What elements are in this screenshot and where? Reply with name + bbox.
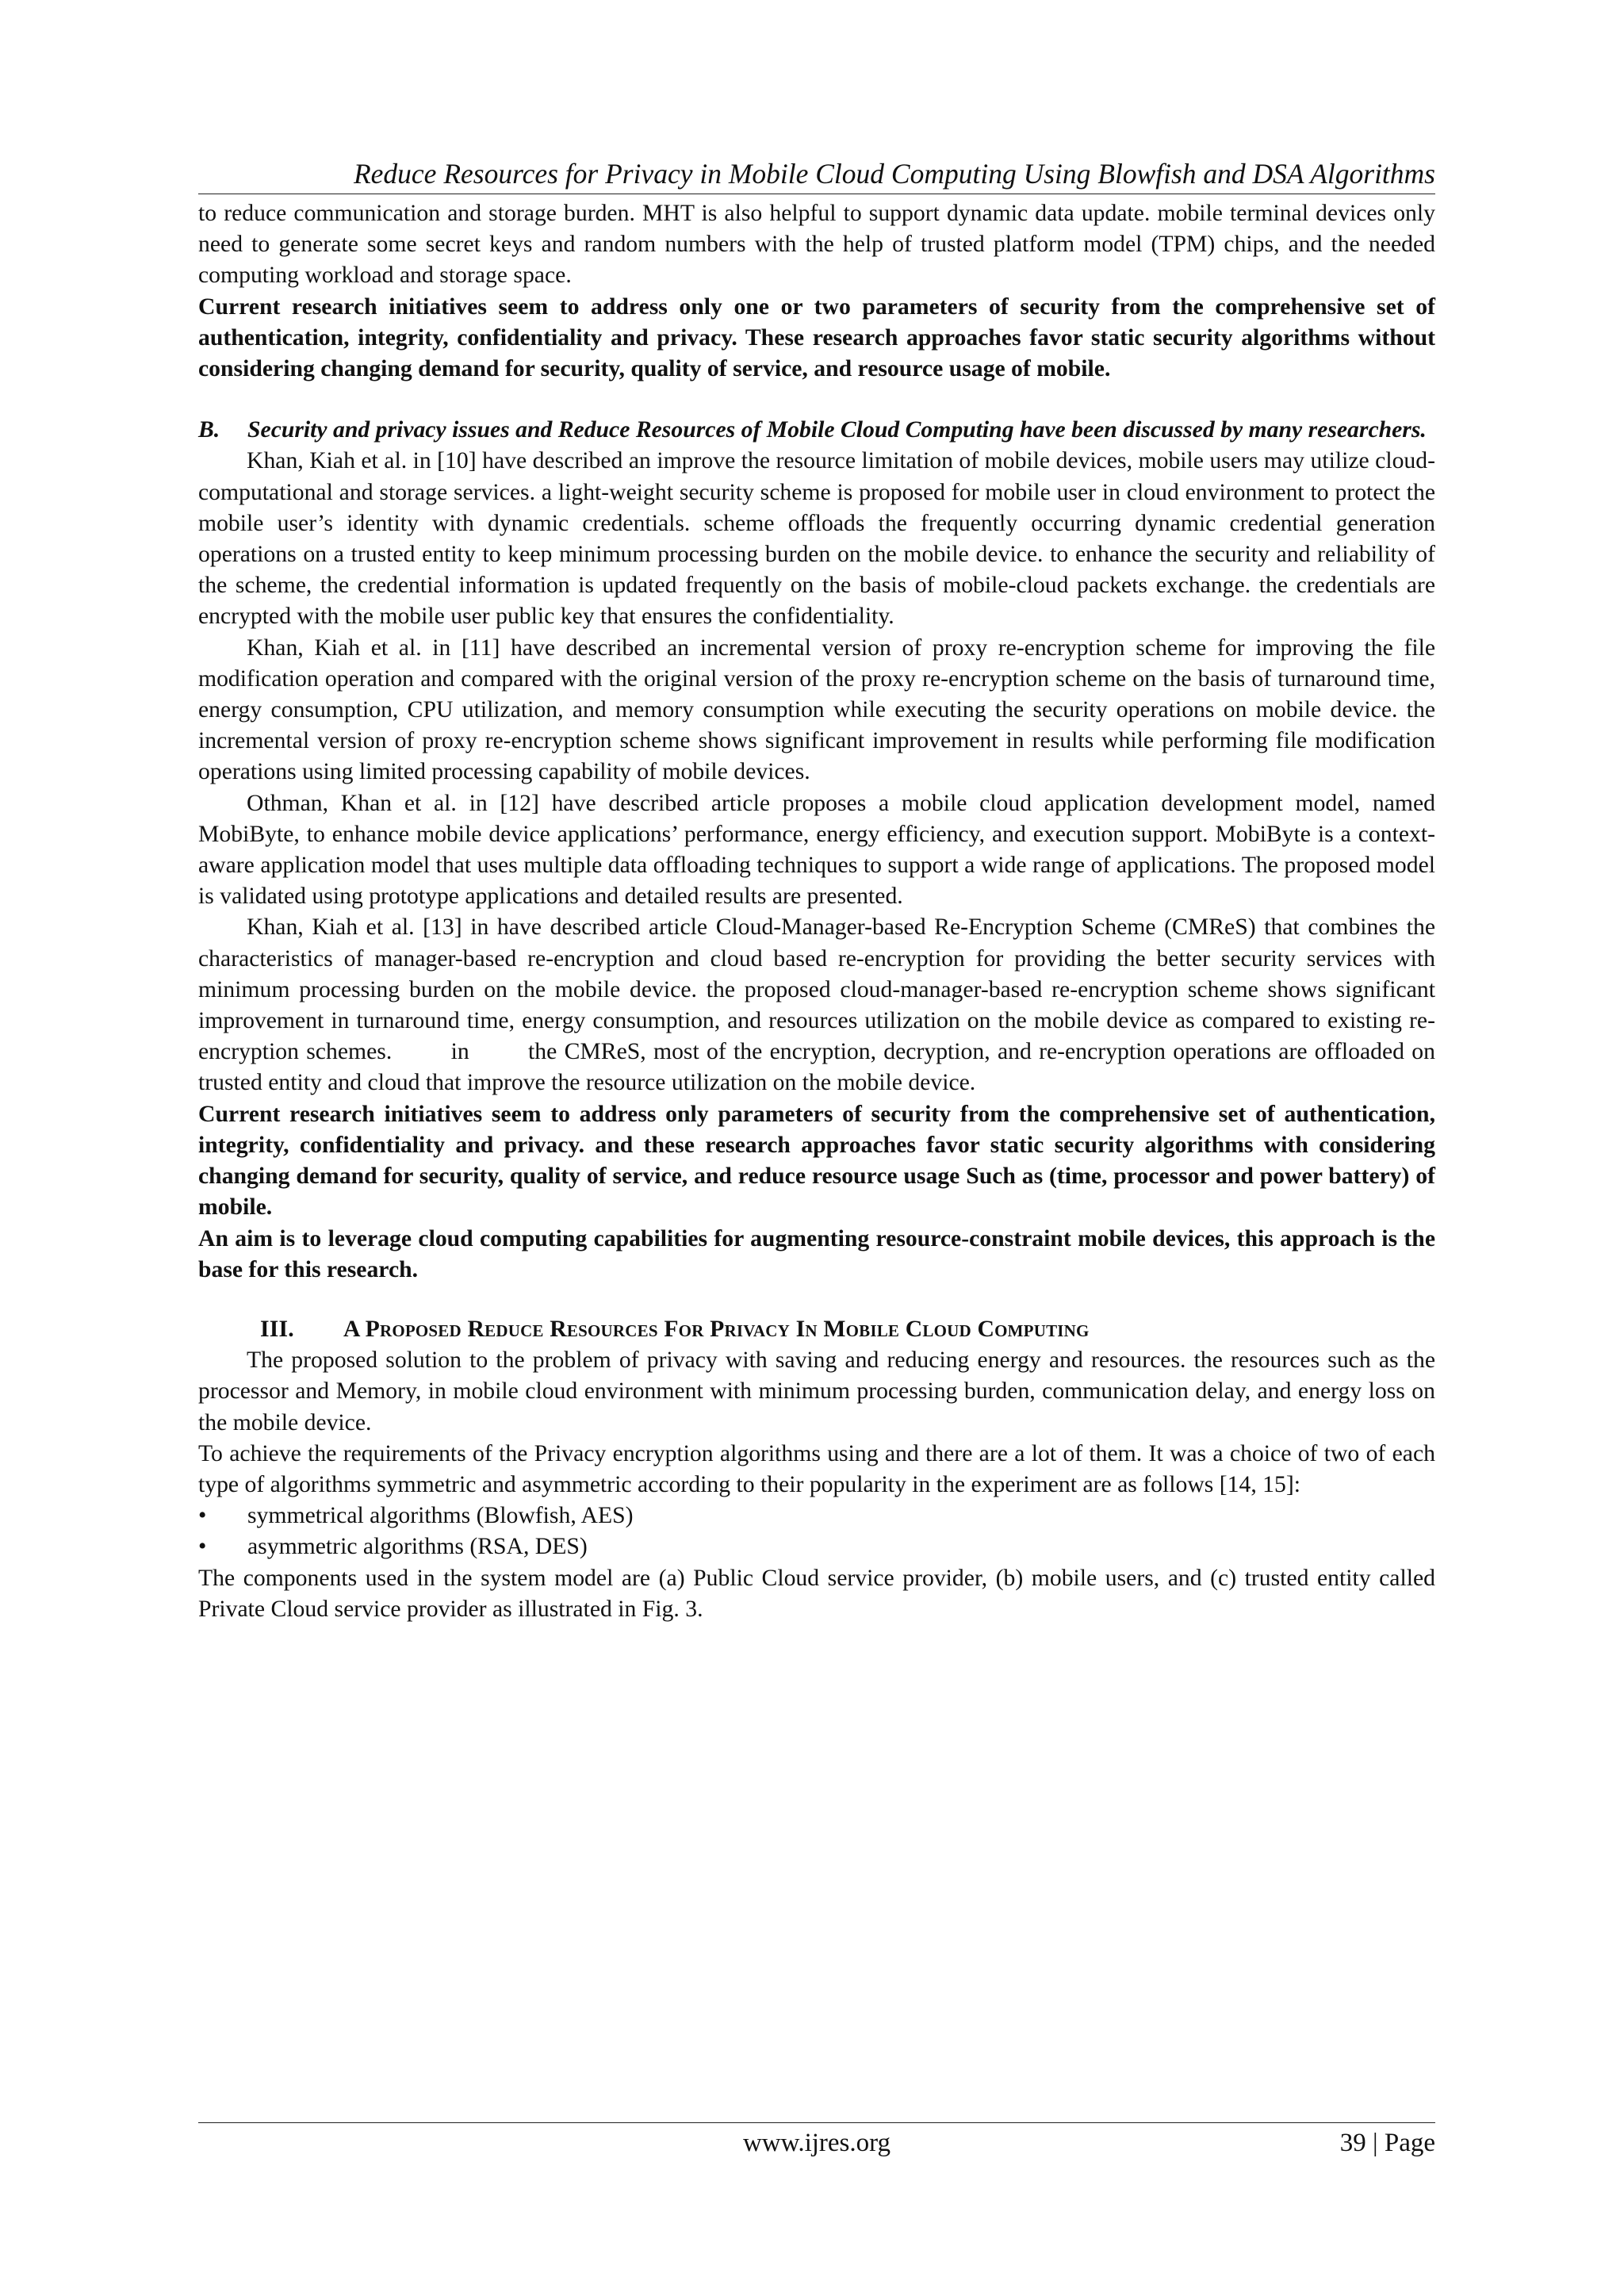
paragraph: to reduce communication and storage burden. MHT is also helpful to support dynamic data update. mobile terminal devices only need to generate some secret keys and random numbers with the help of trusted platform model (TPM) chips, and the needed computing workload and storage space. — [198, 201, 1435, 289]
subsection-label: B. — [198, 417, 220, 443]
bold-paragraph: Current research initiatives seem to address only one or two parameters of security from the comprehensive set of authentication, integrity, confidentiality and privacy. These research approaches favor static security algorithms without considering changing demand for security, quality of service, and resource usage of mobile. — [198, 293, 1435, 382]
bold-paragraph: An aim is to leverage cloud computing capabilities for augmenting resource-constraint mobile devices, this approach is the base for this research. — [198, 1225, 1435, 1282]
bullet-list — [198, 1501, 1435, 1562]
page-content — [198, 198, 1442, 1625]
subsection-heading — [198, 415, 1435, 446]
running-header: Reduce Resources for Privacy in Mobile Cloud Computing Using Blowfish and DSA Algorithms — [198, 155, 1435, 194]
paragraph: Khan, Kiah et al. in [10] have described an improve the resource limitation of mobile devices, mobile users may utilize cloud-computational and storage services. a light-weight security scheme is proposed for mobile user in cloud environment to protect the mobile user’s identity with dynamic credentials. scheme offloads the frequently occurring dynamic credential generation operations on a trusted entity to keep minimum processing burden on the mobile device. to enhance the security and reliability of the scheme, the credential information is updated frequently on the basis of mobile-cloud packets exchange. the credentials are encrypted with the mobile user public key that ensures the confidentiality. — [198, 448, 1435, 630]
section-heading — [198, 1314, 1435, 1345]
page-footer — [198, 2122, 1435, 2157]
paragraph: The components used in the system model are (a) Public Cloud service provider, (b) mobile users, and (c) trusted entity called Private Cloud service provider as illustrated in Fig. 3. — [198, 1565, 1435, 1622]
page-number: 39 | Page — [1339, 2129, 1435, 2157]
paragraph: To achieve the requirements of the Privacy encryption algorithms using and there are a lot of them. It was a choice of two of each type of algorithms symmetric and asymmetric according to their popularity in the experiment are as follows [14, 15]: — [198, 1440, 1435, 1497]
list-item: • asymmetric algorithms (RSA, DES) — [198, 1531, 1435, 1562]
subsection-title: Security and privacy issues and Reduce Resources of Mobile Cloud Computing have been discussed by many researchers. — [247, 417, 1427, 443]
paragraph: Othman, Khan et al. in [12] have described article proposes a mobile cloud application development model, named MobiByte, to enhance mobile device applications’ performance, energy efficiency, and execution support. MobiByte is a context-aware application model that uses multiple data offloading techniques to support a wide range of applications. The proposed model is validated using prototype applications and detailed results are presented. — [198, 790, 1435, 910]
bold-paragraph: Current research initiatives seem to address only parameters of security from the comprehensive set of authentication, integrity, confidentiality and privacy. and these research approaches favor static security algorithms with considering changing demand for security, quality of service, and reduce resource usage Such as (time, processor and power battery) of mobile. — [198, 1101, 1435, 1221]
paragraph: The proposed solution to the problem of privacy with saving and reducing energy and resources. the resources such as the processor and Memory, in mobile cloud environment with minimum processing burden, communication delay, and energy loss on the mobile device. — [198, 1347, 1435, 1435]
section-number: III. — [260, 1316, 294, 1342]
paragraph: Khan, Kiah et al. in [11] have described an incremental version of proxy re-encryption scheme for improving the file modification operation and compared with the original version of the proxy re-encryption scheme on the basis of turnaround time, energy consumption, CPU utilization, and memory consumption while executing the security operations on mobile device. the incremental version of proxy re-encryption scheme shows significant improvement in results while performing file modification operations using limited processing capability of mobile devices. — [198, 634, 1435, 785]
paragraph: Khan, Kiah et al. [13] in have described article Cloud-Manager-based Re-Encryption Scheme (CMReS) that combines the characteristics of manager-based re-encryption and cloud based re-encryption for providing the better security services with minimum processing burden on the mobile device. the proposed cloud-manager-based re-encryption scheme shows significant improvement in turnaround time, energy consumption, and resources utilization on the mobile device as compared to existing re-encryption schemes. in the CMReS, most of the encryption, decryption, and re-encryption operations are offloaded on trusted entity and cloud that improve the resource utilization on the mobile device. — [198, 914, 1442, 1096]
section-title: A Proposed Reduce Resources For Privacy In Mobile Cloud Computing — [343, 1316, 1090, 1342]
list-item: • symmetrical algorithms (Blowfish, AES) — [198, 1501, 1435, 1531]
footer-site: www.ijres.org — [742, 2129, 891, 2157]
